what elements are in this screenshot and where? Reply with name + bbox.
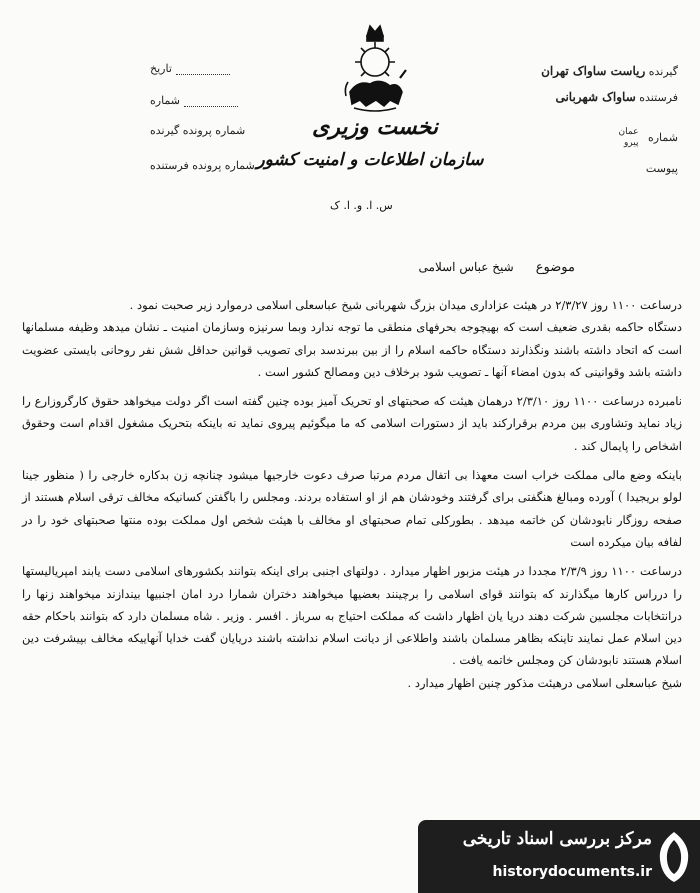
reference-code: س. ا. و. ا. ک <box>330 199 393 212</box>
number-line <box>619 127 678 149</box>
body-paragraph: باینکه وضع مالی مملکت خراب است معهذا بی اتفال مردم مرتبا صرف دعوت خارجیها میشود چنانچه زن بدکاره خارجی را ( منظور جینا لولو بریجیدا ) آورده ومبالغ هنگفتی برای گرفتند وخودشان هم از او استفاده بردند. ومجلس را باگفتن کسانیکه مخالف ترقی اسلام هستند از صفحه روزگار نابودشان کن خاتمه میدهد . بطورکلی تمام صحبتهای او مخالف با هیئت شخص اول مملکت بوده منتها صحبتهای خود را در لفافه بیان میکرده است <box>22 468 682 549</box>
body-paragraph: شیخ عباسعلی اسلامی درهیئت مذکور چنین اظهار میدارد . <box>407 675 682 690</box>
recipient-label: گیرنده <box>648 65 678 78</box>
sender-file-label: شماره پرونده فرستنده <box>150 159 255 172</box>
watermark-fa-text: مرکز بررسی اسناد تاریخی <box>462 829 652 849</box>
left-number-label: شماره <box>150 94 181 107</box>
archive-logo-icon <box>654 830 694 884</box>
date-label: تاریخ <box>150 62 172 75</box>
recipient-value: ریاست ساواک تهران <box>541 64 646 78</box>
sender-value: ساواک شهربانی <box>555 90 636 104</box>
recipient-file-label: شماره پرونده گیرنده <box>150 124 246 137</box>
date-line <box>150 62 234 75</box>
subject-label: موضوع <box>535 260 575 275</box>
number-label: شماره <box>647 131 678 144</box>
recipient-line <box>541 64 678 78</box>
subject-line <box>345 260 575 275</box>
sender-line <box>555 90 678 104</box>
recipient-file-line <box>150 124 245 137</box>
number-sub1: عمان <box>618 127 639 137</box>
subject-value: شیخ عباس اسلامی <box>418 260 514 274</box>
report-body <box>22 294 682 694</box>
body-paragraph: درساعت ۱۱۰۰ روز ۲/۳/۲۷ در هیئت عزاداری میدان بزرگ شهربانی شیخ عباسعلی اسلامی درموارد زیر صحبت نمود . <box>129 298 682 312</box>
left-number-line <box>150 94 242 107</box>
lion-and-sun-emblem-icon <box>340 22 410 114</box>
ministry-title: نخست وزیری <box>312 114 438 140</box>
watermark-en-text: historydocuments.ir <box>492 864 652 880</box>
sender-file-line <box>150 159 255 172</box>
number-sub2: پیرو <box>623 138 639 148</box>
body-paragraph: نامبرده درساعت ۱۱۰۰ روز ۲/۳/۱۰ درهمان هیئت که صحبتهای او تحریک آمیز بوده چنین گفته است اگر دولت میخواهد حقوق کارگروزارع را زیاد نماید وتشاوری بین مردم برقرارکند باید از دستورات اسلامی که ما میگوئیم پیروی نماید نه باینکه بتحریک مشغول اقدام است وحقوق اشخاص را پایمال کند . <box>22 394 682 453</box>
body-paragraph: دستگاه حاکمه بقدری ضعیف است که بهیچوجه بحرفهای منطقی ما توجه ندارد وبما سرنیزه وسازمان امنیت ـ نشان میدهد وظیفه مسلمانها است که اتحاد داشته باشند ونگذارند دستگاه حاکمه اسلام را از بین ببرندسد برای تصویب قوانین حداقل شش نفر روحانی بایستی عضویت داشته باشد وقوانینی که بدون امضاء آنها ـ تصویب شود برخلاف دین ومصالح کشور است . <box>22 320 682 379</box>
attachment-line <box>646 162 678 175</box>
attachment-label: پیوست <box>645 162 678 175</box>
body-paragraph: درساعت ۱۱۰۰ روز ۲/۳/۹ مجددا در هیئت مزبور اظهار میدارد . دولتهای اجنبی برای اینکه بتوانند بکشورهای اسلامی دست یابند امپریالیستها را درراس کارها میگذارند که بتوانند قوای اسلامی را برچینند بعضیها میخواهند دختران شمارا درد امان اجنبیها بیندازند میخواهند زنها را درانتخابات مجلسین شرکت دهند دریا یان اظهار داشت که مملکت احتیاج به سرباز . افسر . وزیر . شاه مسلمان دارد که بتوانند باحکام حقه دین اسلام عمل نمایند تاینکه بظاهر مسلمان باشند واطلاعی از دیانت اسلام نداشته باشند دریایان گفت خدایا آنهاییکه مخالف بپیشرفت دین اسلام هستند نابودشان کن ومجلس خاتمه یافت . <box>22 564 682 668</box>
organization-title: سازمان اطلاعات و امنیت کشور <box>256 150 484 170</box>
sender-label: فرستنده <box>639 91 678 104</box>
archive-watermark <box>418 820 700 893</box>
